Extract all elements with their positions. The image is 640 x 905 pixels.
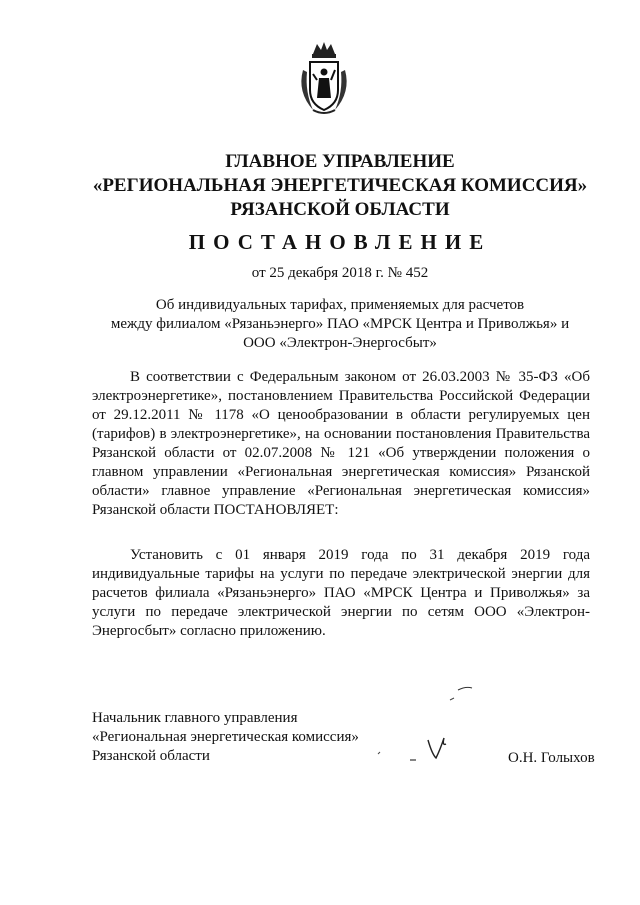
- document-date-number: от 25 декабря 2018 г. № 452: [251, 265, 429, 281]
- subject-line-2: между филиалом «Рязаньэнерго» ПАО «МРСК Центра и Приволжья» и: [110, 316, 570, 332]
- issuer-line-3: РЯЗАНСКОЙ ОБЛАСТИ: [230, 199, 450, 220]
- coat-of-arms-icon: [295, 40, 353, 118]
- issuer-line-2: «РЕГИОНАЛЬНАЯ ЭНЕРГЕТИЧЕСКАЯ КОМИССИЯ»: [92, 175, 588, 196]
- preamble-paragraph: В соответствии с Федеральным законом от 26.03.2003 № 35-ФЗ «Об электроэнергетике», постановлением Правительства Российской Федерации от 29.12.2011 № 1178 «О ценообразовании в области регулируемых цен (тарифов) в электроэнергетике», на основании постановления Правительства Рязанской области от 02.07.2008 № 121 «Об утверждении положения о главном управлении «Региональная энергетическая комиссия» Рязанской области» главное управление «Региональная энергетическая комиссия» Рязанской области ПОСТАНОВЛЯЕТ:: [92, 369, 590, 518]
- signatory-title-line-2: «Региональная энергетическая комиссия»: [92, 729, 359, 745]
- subject-line-1: Об индивидуальных тарифах, применяемых для расчетов: [155, 297, 525, 313]
- issuer-line-1: ГЛАВНОЕ УПРАВЛЕНИЕ: [225, 151, 455, 172]
- signatory-title-line-1: Начальник главного управления: [92, 710, 298, 726]
- document-type-title: ПОСТАНОВЛЕНИЕ: [188, 230, 492, 254]
- subject-line-3: ООО «Электрон-Энергосбыт»: [243, 335, 437, 351]
- signatory-title-line-3: Рязанской области: [92, 748, 210, 764]
- resolution-paragraph: Установить с 01 января 2019 года по 31 декабря 2019 года индивидуальные тарифы на услуги по передаче электрической энергии для расчетов филиала «Рязаньэнерго» ПАО «МРСК Центра и Приволжья» за услуги по передаче электрической энергии по сетям ООО «Электрон-Энергосбыт» согласно приложению.: [92, 547, 590, 639]
- signatory-name: О.Н. Голыхов: [508, 750, 595, 766]
- handwritten-signature: [370, 680, 480, 780]
